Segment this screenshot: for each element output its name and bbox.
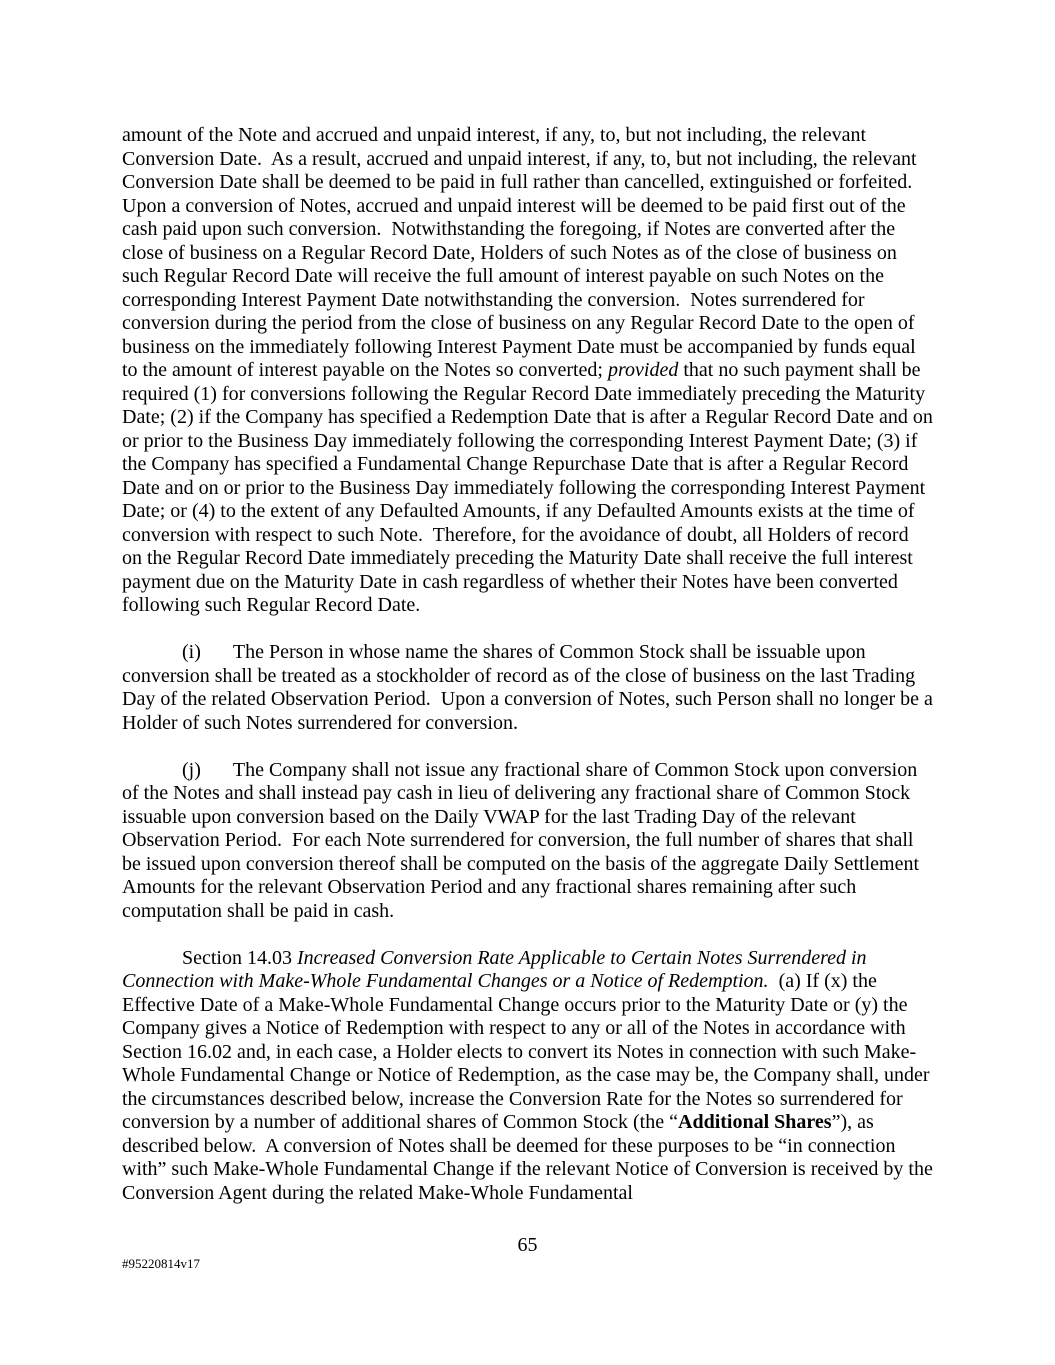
- document-body: [122, 124, 938, 1205]
- text-segment: (j): [182, 758, 201, 781]
- text-segment: Increased Conversion Rate Applicable to Certain Notes Surrendered in Connection with Make-Whole Fundamental Changes or a Notice of Redemption.: [122, 946, 872, 992]
- text-segment: ”), as described below. A conversion of Notes shall be deemed for these purposes to be “in connection with” such Make-Whole Fundamental Change if the relevant Notice of Conversion is received by the Conversion Agent during the related Make-Whole Fundamental: [122, 1111, 938, 1204]
- text-segment: that no such payment shall be required (1) for conversions following the Regular Record Date immediately preceding the Maturity Date; (2) if the Company has specified a Redemption Date that is after a Regular Record Date and on or prior to the Business Day immediately following the corresponding Interest Payment Date; (3) if the Company has specified a Fundamental Change Repurchase Date that is after a Regular Record Date and on or prior to the Business Day immediately following the corresponding Interest Payment Date; or (4) to the extent of any Defaulted Amounts, if any Defaulted Amounts exists at the time of conversion with respect to such Note. Therefore, for the avoidance of doubt, all Holders of record on the Regular Record Date immediately preceding the Maturity Date shall receive the full interest payment due on the Maturity Date in cash regardless of whether their Notes have been converted following such Regular Record Date.: [122, 359, 938, 616]
- text-segment: The Company shall not issue any fractional share of Common Stock upon conversion of the Notes and shall instead pay cash in lieu of delivering any fractional share of Common Stock issuable upon conversion based on the Daily VWAP for the last Trading Day of the relevant Observation Period. For each Note surrendered for conversion, the full number of shares that shall be issued upon conversion thereof shall be computed on the basis of the aggregate Daily Settlement Amounts for the relevant Observation Period and any fractional shares remaining after such computation shall be paid in cash.: [122, 758, 923, 922]
- text-segment: amount of the Note and accrued and unpaid interest, if any, to, but not including, the relevant Conversion Date. As a result, accrued and unpaid interest, if any, to, but not including, the relevant Conversion Date shall be deemed to be paid in full rather than cancelled, extinguished or forfeited. Upon a conversion of Notes, accrued and unpaid interest will be deemed to be paid first out of the cash paid upon such conversion. Notwithstanding the foregoing, if Notes are converted after the close of business on a Regular Record Date, Holders of such Notes as of the close of business on such Regular Record Date will receive the full amount of interest payable on such Notes on the corresponding Interest Payment Date notwithstanding the conversion. Notes surrendered for conversion during the period from the close of business on any Regular Record Date to the open of business on the immediately following Interest Payment Date must be accompanied by funds equal to the amount of interest payable on the Notes so converted;: [122, 124, 923, 381]
- text-segment: (i): [182, 641, 201, 663]
- text-segment: Additional Shares: [678, 1111, 832, 1133]
- paragraph: [122, 946, 938, 1206]
- page-number: 65: [517, 1234, 538, 1256]
- document-id-stamp: #95220814v17: [122, 1256, 200, 1271]
- paragraph: [122, 759, 933, 924]
- paragraph: [122, 124, 938, 618]
- text-segment: provided: [607, 359, 679, 381]
- text-segment: Section 14.03: [182, 946, 297, 969]
- text-segment: (a) If (x) the Effective Date of a Make-Whole Fundamental Change occurs prior to the Maturity Date or (y) the Company gives a Notice of Redemption with respect to any or all of the Notes in accordance with Section 16.02 and, in each case, a Holder elects to convert its Notes in connection with such Make-Whole Fundamental Change or Notice of Redemption, as the case may be, the Company shall, under the circumstances described below, increase the Conversion Rate for the Notes so surrendered for conversion by a number of additional shares of Common Stock (the “: [122, 970, 935, 1133]
- text-segment: The Person in whose name the shares of Common Stock shall be issuable upon conversion shall be treated as a stockholder of record as of the close of business on the last Trading Day of the related Observation Period. Upon a conversion of Notes, such Person shall no longer be a Holder of such Notes surrendered for conversion.: [122, 641, 938, 734]
- paragraph: [122, 641, 938, 735]
